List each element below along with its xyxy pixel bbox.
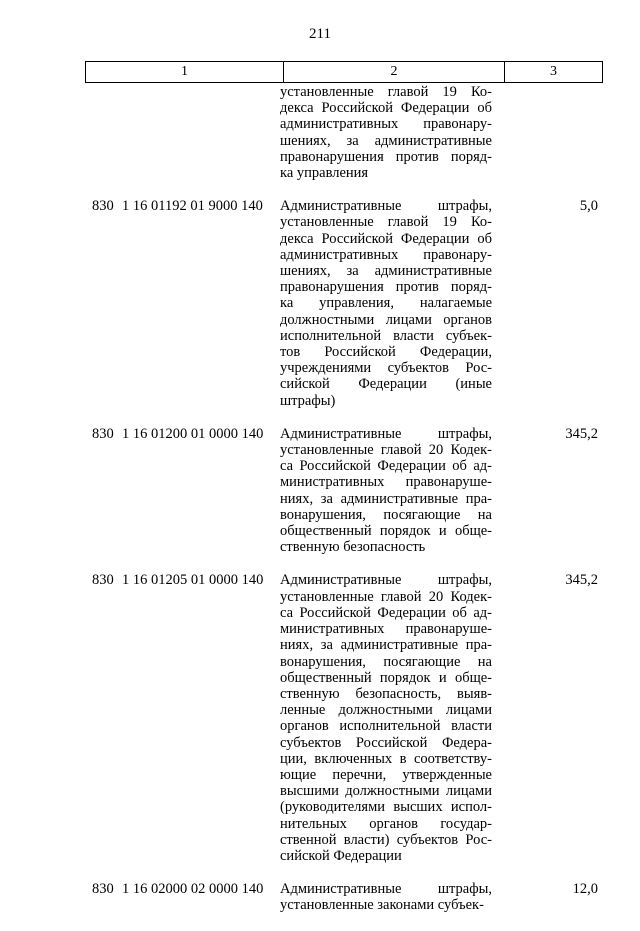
description-line: правонарушения против поряд- [280, 148, 492, 165]
amount-cell [492, 84, 600, 181]
budget-code-cell: 1 16 01192 01 9000 140 [122, 198, 263, 215]
description-line: Административные штрафы, [280, 425, 492, 442]
admin-code-cell: 830 [92, 425, 114, 442]
description-line: ственную безопасность [280, 539, 426, 556]
description-line: ственную безопасность, выяв- [280, 685, 492, 702]
table-body [92, 84, 600, 931]
description-line: установленные законами субъек- [280, 897, 484, 914]
description-line: ка управления, налагаемые [280, 295, 492, 312]
description-line: министративных правонаруше- [280, 474, 492, 491]
description-line: шениях, за административные [280, 263, 492, 280]
description-line: штрафы) [280, 392, 336, 409]
description-line: высшими должностными лицами [280, 783, 492, 800]
description-line: вонарушения, посягающие на [280, 506, 492, 523]
description-line: органов исполнительной власти [280, 718, 492, 735]
description-line: ции, включенных в соответству- [280, 750, 492, 767]
description-line: установленные главой 19 Ко- [280, 214, 492, 231]
description-line: декса Российской Федерации об [280, 230, 492, 247]
table-header-col-2: 2 [284, 62, 505, 82]
description-cell [280, 426, 492, 556]
description-line: декса Российской Федерации об [280, 100, 492, 117]
table-row [92, 426, 600, 556]
table-header-col-1: 1 [86, 62, 284, 82]
description-line: общественный порядок и обще- [280, 523, 492, 540]
description-line: ленные должностными лицами [280, 702, 492, 719]
table-row [92, 198, 600, 409]
description-line: тов Российской Федерации, [280, 344, 492, 361]
description-line: сийской Федерации (иные [280, 376, 492, 393]
description-line: исполнительной власти субъек- [280, 327, 492, 344]
description-line: министративных правонаруше- [280, 621, 492, 638]
description-line: (руководителями высших испол- [280, 799, 492, 816]
budget-code-cell: 1 16 02000 02 0000 140 [122, 881, 264, 898]
description-line: ка управления [280, 165, 369, 182]
admin-code-cell: 830 [92, 198, 114, 215]
table-row [92, 84, 600, 181]
amount-cell: 345,2 [565, 572, 598, 589]
description-line: Административные штрафы, [280, 198, 492, 215]
admin-code-cell: 830 [92, 881, 114, 898]
description-line: установленные главой 19 Ко- [280, 84, 492, 100]
description-line: вонарушения, посягающие на [280, 653, 492, 670]
description-line: са Российской Федерации об ад- [280, 458, 492, 475]
description-line: Административные штрафы, [280, 572, 492, 589]
page-number: 211 [309, 26, 331, 42]
description-line: общественный порядок и обще- [280, 669, 492, 686]
description-line: административных правонару- [280, 246, 492, 263]
description-cell [280, 881, 492, 913]
amount-cell: 5,0 [579, 198, 598, 215]
description-line: ниях, за административные пра- [280, 637, 492, 654]
description-line: ственной власти) субъектов Рос- [280, 831, 492, 848]
description-line: субъектов Российской Федера- [280, 734, 492, 751]
description-line: установленные главой 20 Кодек- [280, 442, 492, 459]
amount-cell: 345,2 [565, 425, 598, 442]
description-line: сийской Федерации [280, 847, 402, 864]
table-row [92, 572, 600, 864]
amount-cell: 12,0 [572, 881, 598, 898]
description-line: са Российской Федерации об ад- [280, 604, 492, 621]
description-cell [280, 84, 492, 181]
admin-code-cell [92, 84, 122, 181]
description-line: правонарушения против поряд- [280, 279, 492, 296]
description-cell [280, 198, 492, 409]
table-header [85, 61, 603, 83]
table-row [92, 881, 600, 913]
description-line: Административные штрафы, [280, 881, 492, 898]
description-line: административных правонару- [280, 116, 492, 133]
budget-code-cell: 1 16 01200 01 0000 140 [122, 425, 264, 442]
description-line: ющие перечни, утвержденные [280, 766, 492, 783]
description-line: должностными лицами органов [280, 311, 492, 328]
description-line: ниях, за административные пра- [280, 490, 492, 507]
description-line: учреждениями субъектов Рос- [280, 360, 492, 377]
description-line: нительных органов государ- [280, 815, 492, 832]
description-line: шениях, за административные [280, 132, 492, 149]
budget-code-cell [122, 84, 280, 181]
description-line: установленные главой 20 Кодек- [280, 588, 492, 605]
table-header-col-3: 3 [550, 64, 557, 79]
description-cell [280, 572, 492, 864]
budget-code-cell: 1 16 01205 01 0000 140 [122, 572, 264, 589]
admin-code-cell: 830 [92, 572, 114, 589]
